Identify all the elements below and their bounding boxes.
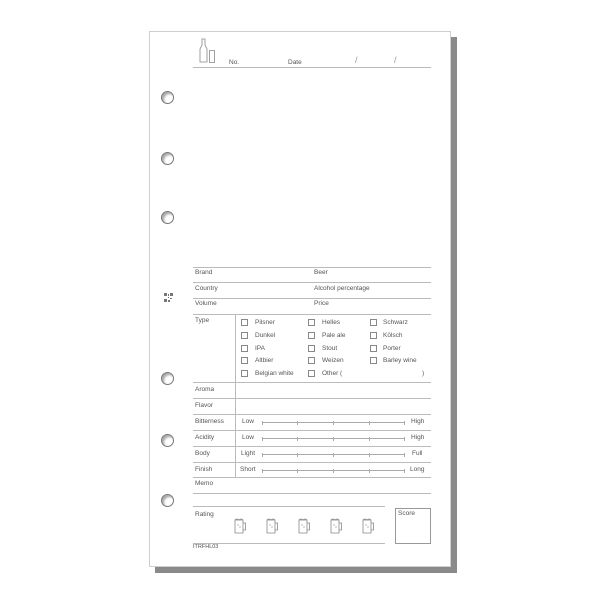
scale-left: Low [242,434,254,441]
bottle-icon [199,38,208,63]
type-option: Pilsner [255,319,275,326]
type-option: Weizen [322,357,344,364]
divider [193,267,431,268]
scale-left: Short [240,466,256,473]
brand-label: Brand [195,269,213,276]
body-scale[interactable] [262,454,405,455]
rating-top-line [193,506,385,507]
checkbox-porter[interactable] [370,345,377,352]
scale-left: Low [242,418,254,425]
scale-right: Full [412,450,423,457]
checkbox-other[interactable] [308,370,315,377]
type-option: Altbier [255,357,274,364]
type-option: Belgian white [255,370,294,377]
country-label: Country [195,285,218,292]
date-label: Date [288,59,302,66]
checkbox-belgian-white[interactable] [241,370,248,377]
aroma-label: Aroma [195,386,215,393]
type-label: Type [195,317,210,324]
type-option: Stout [322,345,338,352]
scale-left: Light [241,450,256,457]
checkbox-pilsner[interactable] [241,319,248,326]
binder-hole [161,434,174,447]
beer-mug-icon[interactable] [298,517,311,534]
header-line [193,67,431,68]
divider [193,282,431,283]
finish-scale[interactable] [262,470,405,471]
refill-sheet [149,31,451,567]
divider [193,462,431,463]
price-label: Price [314,300,329,307]
binder-hole [161,372,174,385]
scale-right: Long [410,466,425,473]
scale-right: High [411,418,425,425]
scale-label: Acidity [195,434,215,441]
binder-hole [161,494,174,507]
checkbox-pale-ale[interactable] [308,332,315,339]
memo-label: Memo [195,480,214,487]
checkbox-helles[interactable] [308,319,315,326]
divider [193,398,431,399]
checkbox-kolsch[interactable] [370,332,377,339]
rating-label: Rating [195,511,214,518]
divider [193,477,431,478]
bitterness-scale[interactable] [262,422,405,423]
beer-mug-icon[interactable] [234,517,247,534]
divider [193,314,431,315]
checkbox-ipa[interactable] [241,345,248,352]
date-separator: / [394,55,397,65]
scale-label: Bitterness [195,418,224,425]
binder-hole [161,91,174,104]
type-option: Helles [322,319,341,326]
product-code: ITRFHL03 [193,544,219,550]
acidity-scale[interactable] [262,438,405,439]
type-option: Schwarz [383,319,408,326]
date-separator: / [355,55,358,65]
binder-hole [161,152,174,165]
scale-label: Body [195,450,210,457]
type-option: Kölsch [383,332,403,339]
type-option: Porter [383,345,401,352]
scale-label: Finish [195,466,213,473]
beer-mug-icon[interactable] [330,517,343,534]
divider [193,298,431,299]
divider [193,414,431,415]
rating-bottom-line [193,543,385,544]
beer-mug-icon[interactable] [362,517,375,534]
beer-mug-icon[interactable] [266,517,279,534]
memo-line [193,493,431,494]
checkbox-stout[interactable] [308,345,315,352]
binder-hole [161,211,174,224]
type-option: Dunkel [255,332,276,339]
volume-label: Volume [195,300,217,307]
other-close-paren: ) [422,370,425,377]
divider [193,382,431,383]
type-option: Barley wine [383,357,417,364]
no-label: No. [229,59,240,66]
flavor-label: Flavor [195,402,214,409]
checkbox-schwarz[interactable] [370,319,377,326]
checkbox-dunkel[interactable] [241,332,248,339]
beer-label: Beer [314,269,328,276]
qr-code-icon [164,293,173,302]
scale-right: High [411,434,425,441]
type-option: Pale ale [322,332,346,339]
type-option: Other ( [322,370,343,377]
checkbox-weizen[interactable] [308,357,315,364]
score-label: Score [398,510,415,517]
type-option: IPA [255,345,265,352]
alcohol-label: Alcohol percentage [314,285,370,292]
label-column-divider [235,314,236,477]
divider [193,430,431,431]
checkbox-altbier[interactable] [241,357,248,364]
checkbox-barley-wine[interactable] [370,357,377,364]
divider [193,446,431,447]
glass-icon [209,50,215,63]
